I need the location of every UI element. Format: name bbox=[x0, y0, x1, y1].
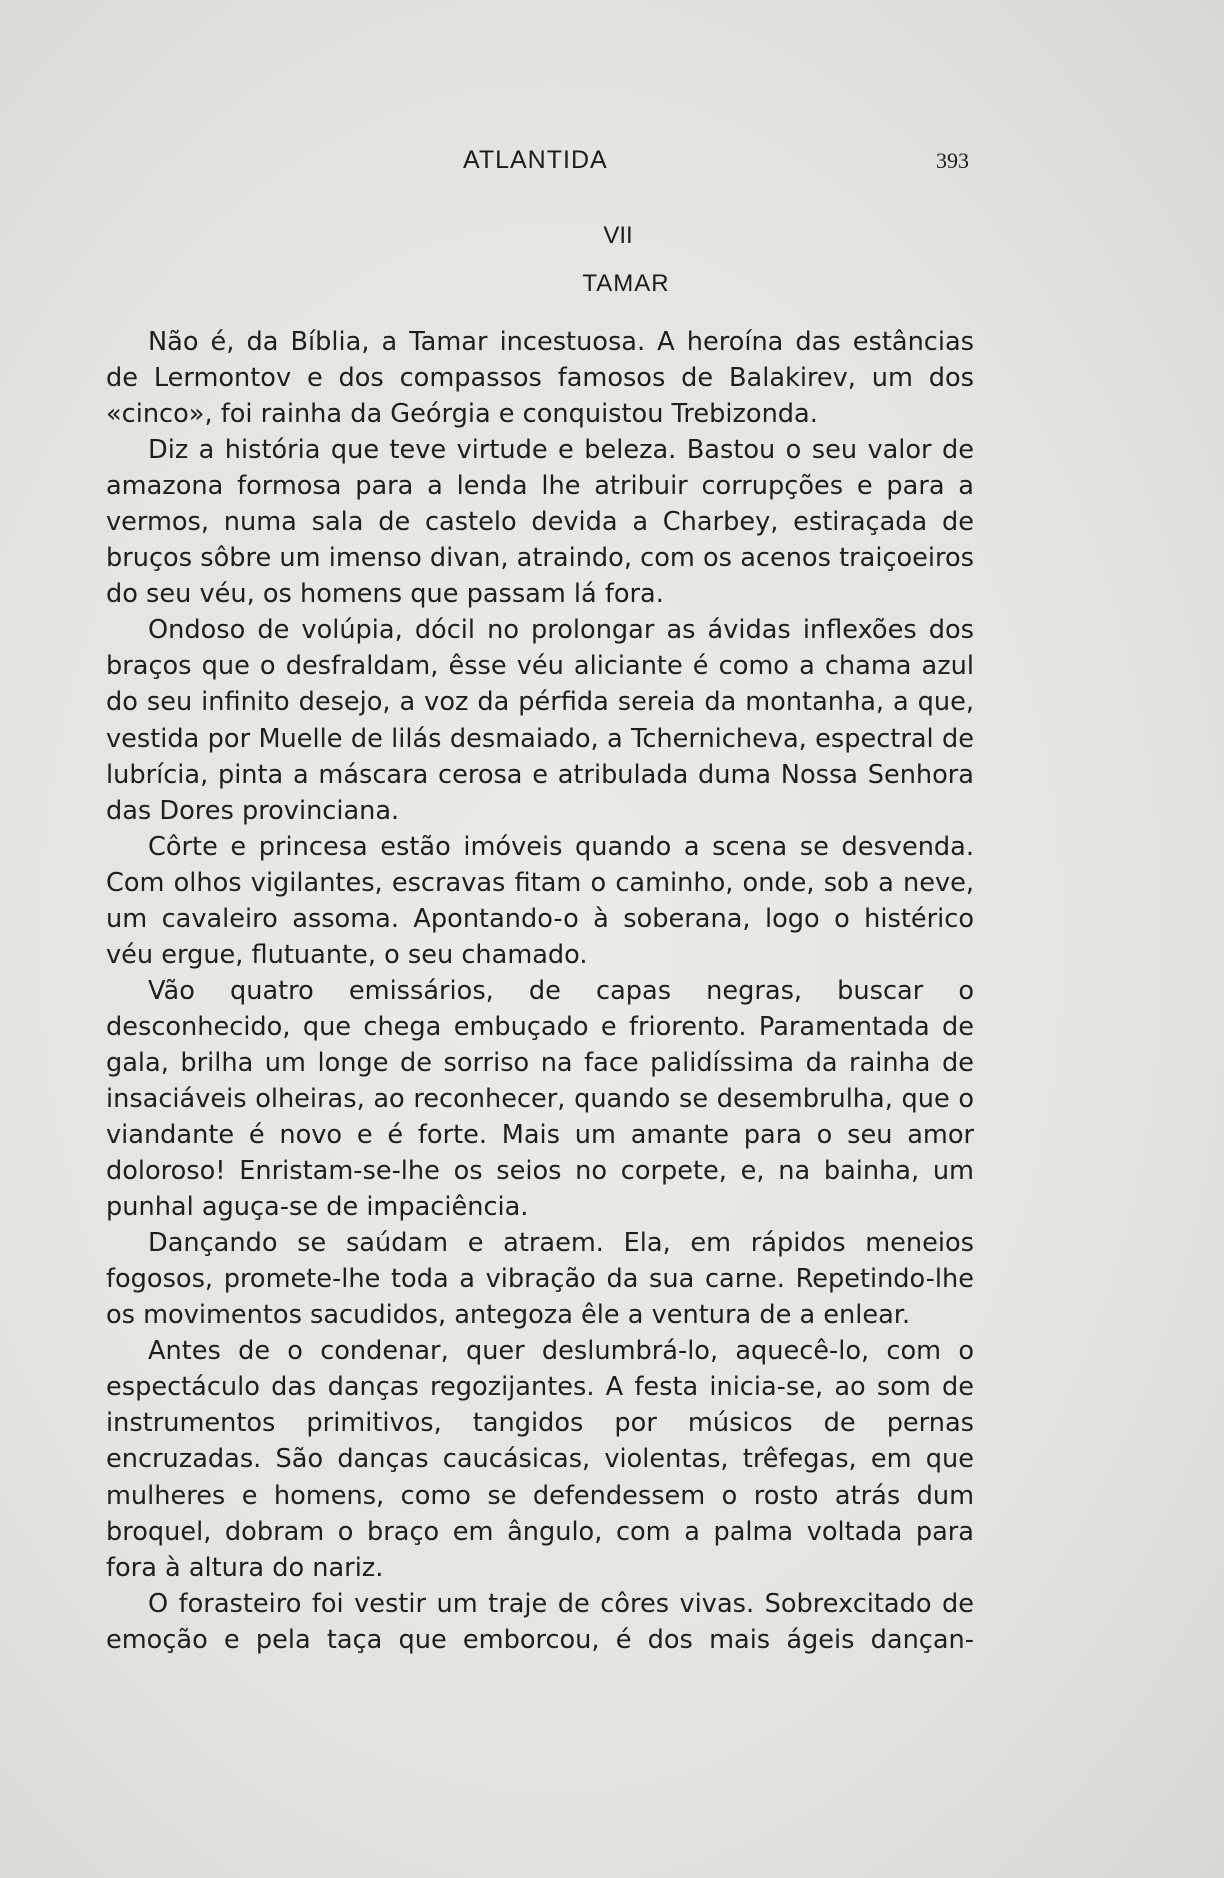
chapter-title: TAMAR bbox=[582, 270, 670, 297]
paragraph: O forasteiro foi vestir um traje de côres vivas. Sobrexcitado de emoção e pela taça que emborcou, é dos mais ágeis dançan- bbox=[106, 1588, 974, 1655]
body-text bbox=[106, 324, 974, 1658]
paragraph: Não é, da Bíblia, a Tamar incestuosa. A heroína das estâncias de Lermontov e dos compassos famosos de Balakirev, um dos «cinco», foi rainha da Geórgia e conquistou Trebizonda. bbox=[106, 327, 974, 430]
paragraph: Dançando se saúdam e atraem. Ela, em rápidos meneios fogosos, promete-lhe toda a vibração da sua carne. Repetindo-lhe os movimentos sacudidos, antegoza êle a ventura de a enlear. bbox=[106, 1228, 974, 1331]
paragraph: Antes de o condenar, quer deslumbrá-lo, aquecê-lo, com o espectáculo das danças regozijantes. A festa inicia-se, ao som de instrumentos primitivos, tangidos por músicos de pernas encruzadas. São danças caucásicas, violentas, trêfegas, em que mulheres e homens, como se defendessem o rosto atrás dum broquel, dobram o braço em ângulo, com a palma voltada para fora à altura do nariz. bbox=[106, 1336, 974, 1583]
paragraph: Côrte e princesa estão imóveis quando a scena se desvenda. Com olhos vigilantes, escravas fitam o caminho, onde, sob a neve, um cavaleiro assoma. Apontando-o à soberana, logo o histérico véu ergue, flutuante, o seu chamado. bbox=[106, 831, 974, 970]
chapter-number: VII bbox=[603, 222, 633, 249]
paragraph: Vão quatro emissários, de capas negras, buscar o desconhecido, que chega embuçado e friorento. Paramentada de gala, brilha um longe de sorriso na face palidíssima da rainha de insaciáveis olheiras, ao reconhecer, quando se desembrulha, que o viandante é novo e é forte. Mais um amante para o seu amor doloroso! Enristam-se-lhe os seios no corpete, e, na bainha, um punhal aguça-se de impaciência. bbox=[106, 975, 974, 1223]
paragraph: Ondoso de volúpia, dócil no prolongar as ávidas inflexões dos braços que o desfraldam, êsse véu aliciante é como a chama azul do seu infinito desejo, a voz da pérfida sereia da montanha, a que, vestida por Muelle de lilás desmaiado, a Tchernicheva, espectral de lubrícia, pinta a máscara cerosa e atribulada duma Nossa Senhora das Dores provinciana. bbox=[106, 615, 974, 826]
running-title: ATLANTIDA bbox=[463, 146, 608, 174]
paragraph: Diz a história que teve virtude e beleza. Bastou o seu valor de amazona formosa para a lenda lhe atribuir corrupções e para a vermos, numa sala de castelo devida a Charbey, estiraçada de bruços sôbre um imenso divan, atraindo, com os acenos traiçoeiros do seu véu, os homens que passam lá fora. bbox=[106, 435, 974, 610]
page-number: 393 bbox=[936, 148, 969, 173]
running-head bbox=[0, 146, 1224, 176]
